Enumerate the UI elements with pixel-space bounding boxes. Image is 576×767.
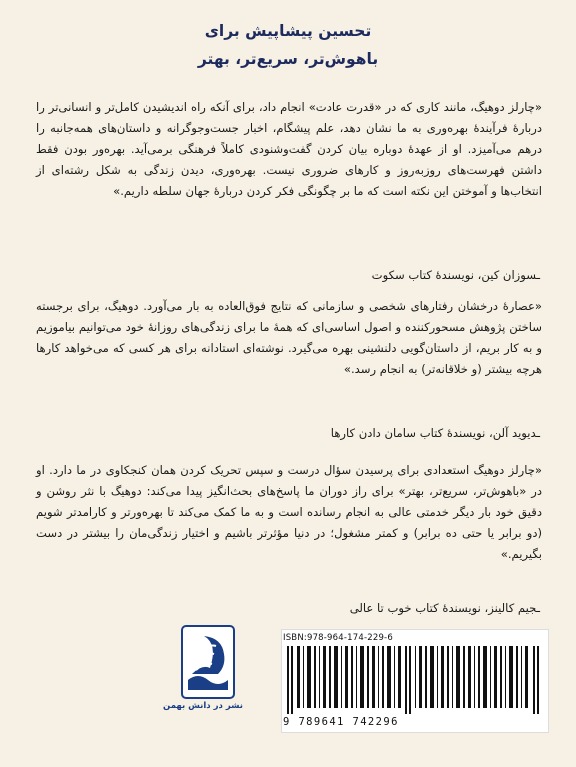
publisher-logo [180, 624, 236, 704]
heading-line-1: تحسین پیشاپیش برای [204, 22, 372, 40]
book-title: باهوش‌تر، سریع‌تر، بهتر [197, 50, 379, 68]
blurb-1-attribution: ـسوزان کین، نویسندهٔ کتاب سکوت [371, 268, 540, 282]
wave-book-logo-icon [180, 624, 236, 700]
barcode-icon [283, 646, 545, 714]
blurb-1-text: «چارلز دوهیگ، مانند کاری که در «قدرت عادت» انجام داد، برای آنکه راه اندیشیدن کامل‌تر و انسانی‌تر را دربارهٔ فرآیندهٔ بهره‌وری به ما نشان دهد، علم پیشگام، اخبار جست‌وجوگرانه و داستان‌های همه‌جانبه را درهم می‌آمیزد. او از عهدهٔ دوباره بیان کردن گفت‌وشنودی کاملاً فرهنگی برمی‌آید. بهره‌ور بودن فقط داشتن فهرست‌های روزبه‌روز و کارهای ضروری نیست. بهره‌وری، دیدن زندگی به شکل رشته‌ای از انتخاب‌ها و آموختن این نکته است که ما بر چگونگی فکر کردن دربارهٔ جهان سلطه داریم.» [36, 100, 542, 198]
blurb-3-attribution: ـجیم کالینز، نویسندهٔ کتاب خوب تا عالی [349, 601, 540, 615]
publisher-name: نشر در دانش بهمن [163, 701, 243, 711]
blurb-3-text: «چارلز دوهیگ استعدادی برای پرسیدن سؤال درست و سپس تحریک کردن همان کنجکاوی در ما دارد. او در «باهوش‌تر، سریع‌تر، بهتر» برای راز دوران ما پاسخ‌های بحث‌انگیز پیدا می‌کند: دوهیگ با نثر روشن و دقیق خود بار دیگر خدمتی عالی به انجام رسانده است و به ما کمک می‌کند تا بهره‌ورتر و کارامدتر شویم (دو برابر یا حتی ده برابر) و کمتر مشغول؛ در دنیا مؤثرتر باشیم و اختیار زندگی‌مان را بیشتر در دست بگیریم.» [36, 463, 542, 561]
isbn-label: ISBN:978-964-174-229-6 [283, 633, 393, 643]
isbn-barcode-number: 9 789641 742296 [283, 716, 399, 728]
blurb-2-text: «عصارهٔ درخشان رفتارهای شخصی و سازمانی که نتایج فوق‌العاده به بار می‌آورد. دوهیگ، برای برجسته ساختن پژوهش مسحورکننده و اصول اساسی‌ای که همهٔ ما برای زندگی‌های روزانهٔ خود می‌توانیم بیاموزیم و به کار بریم، از داستان‌گویی دلنشینی بهره می‌گیرد. نوشته‌ای استادانه برای هر کسی که می‌خواهد کارها هرچه بیشتر (و خلاقانه‌تر) به انجام رسد.» [36, 299, 542, 376]
blurb-2-attribution: ـدیوید آلن، نویسندهٔ کتاب سامان دادن کارها [330, 426, 540, 440]
